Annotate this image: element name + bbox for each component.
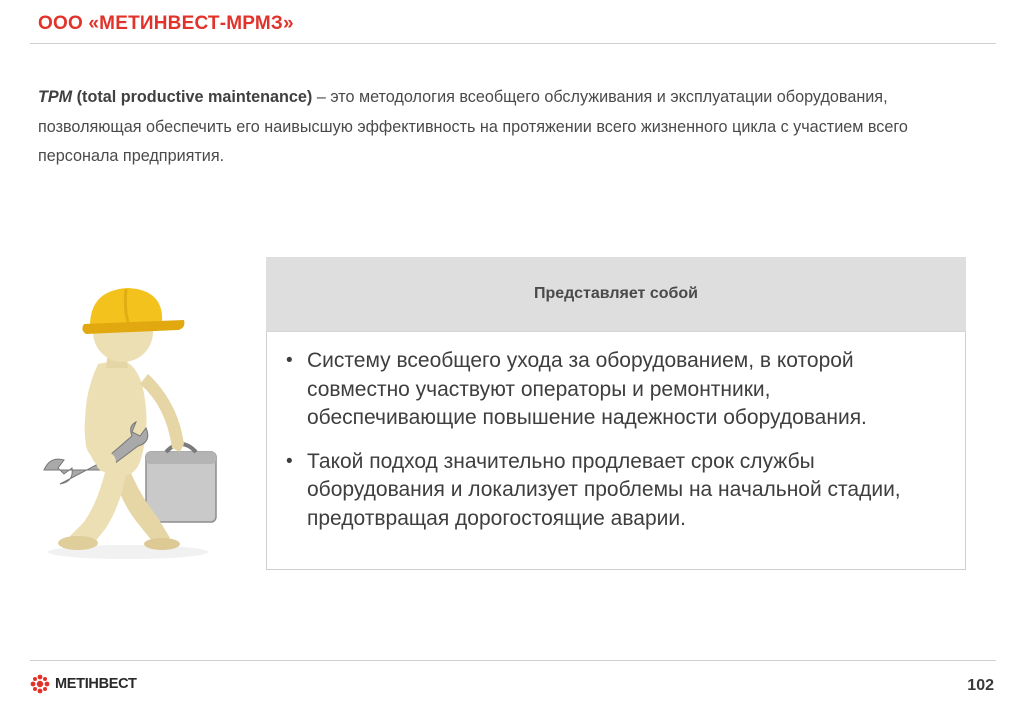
page-title: ООО «МЕТИНВЕСТ-МРМЗ» — [38, 13, 294, 34]
intro-dash: – — [312, 88, 331, 106]
company-logo — [30, 674, 137, 694]
bullet-item — [286, 347, 945, 433]
bullet-list — [267, 332, 965, 533]
intro-term: TPM — [38, 88, 73, 106]
footer-divider — [30, 660, 996, 661]
metinvest-logo-icon — [30, 674, 50, 694]
intro-definition: это методология всеобщего обслуживания и эксплуатации оборудования, позволяющая обеспечить его наивысшую эффективность на протяжении всего жизненного цикла с участием всего персонала предприятия. — [38, 88, 908, 165]
bullet-marker: • — [286, 350, 293, 371]
logo-text: МЕТІНВЕСТ — [55, 676, 137, 692]
intro-term-expansion: (total productive maintenance) — [76, 88, 313, 106]
bullet-text: Систему всеобщего ухода за оборудованием, в которой совместно участвуют операторы и ремонтники, обеспечивающие повышение надежности оборудования. — [307, 349, 867, 429]
bullet-text: Такой подход значительно продлевает срок службы оборудования и локализует проблемы на начальной стадии, предотвращая дорогостоящие аварии. — [307, 449, 901, 530]
worker-illustration-icon — [28, 256, 240, 566]
bullet-marker: • — [286, 450, 293, 472]
intro-paragraph — [38, 83, 978, 172]
box-header: Представляет собой — [266, 257, 966, 331]
page-number: 102 — [967, 677, 994, 694]
bullet-item — [286, 448, 945, 534]
worker-illustration — [28, 256, 240, 566]
header-divider — [30, 43, 996, 44]
bullet-box — [266, 331, 966, 570]
